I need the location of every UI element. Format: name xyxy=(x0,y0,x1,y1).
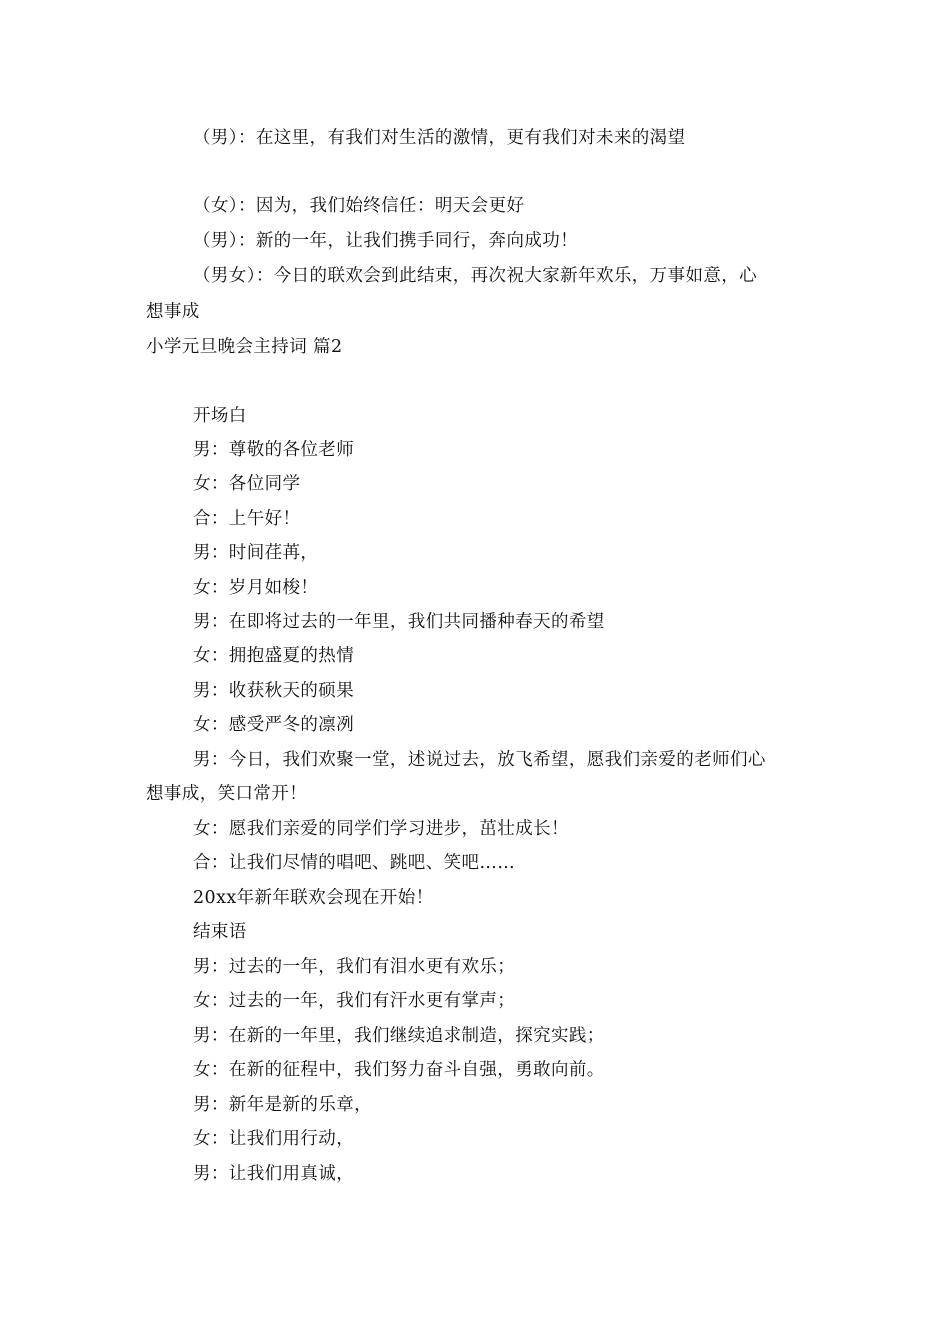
text-line: 女：感受严冬的凛冽 xyxy=(193,715,355,735)
text-line: （女）：因为，我们始终信任：明天会更好 xyxy=(193,196,525,216)
text-line: 男：过去的一年，我们有泪水更有欢乐； xyxy=(193,957,516,977)
subsection-heading: 结束语 xyxy=(193,922,247,942)
text-line: 女：在新的征程中，我们努力奋斗自强，勇敢向前。 xyxy=(193,1060,605,1080)
text-line: 男：时间荏苒， xyxy=(193,543,319,563)
text-line: 男：在新的一年里，我们继续追求制造，探究实践； xyxy=(193,1026,605,1046)
text-line: 男：在即将过去的一年里，我们共同播种春天的希望 xyxy=(193,612,605,632)
text-line: 女：各位同学 xyxy=(193,474,301,494)
text-line: （男女）：今日的联欢会到此结束，再次祝大家新年欢乐，万事如意，心 xyxy=(193,266,758,286)
text-line: 男：今日，我们欢聚一堂，述说过去，放飞希望，愿我们亲爱的老师们心 xyxy=(193,750,766,770)
text-line: 男：收获秋天的硕果 xyxy=(193,681,355,701)
text-line: 男：让我们用真诚， xyxy=(193,1164,355,1184)
text-line: 合：上午好！ xyxy=(193,509,301,529)
text-line: 男：尊敬的各位老师 xyxy=(193,440,355,460)
text-line: （男）：在这里，有我们对生活的激情，更有我们对未来的渴望 xyxy=(193,128,686,148)
section-heading: 小学元旦晚会主持词 篇2 xyxy=(146,337,343,357)
text-line: 合：让我们尽情的唱吧、跳吧、笑吧…… xyxy=(193,853,516,873)
text-line: 想事成 xyxy=(146,302,200,322)
subsection-heading: 开场白 xyxy=(193,406,247,426)
text-line: 女：愿我们亲爱的同学们学习进步，茁壮成长！ xyxy=(193,819,569,839)
text-line: 20xx年新年联欢会现在开始！ xyxy=(193,888,434,908)
text-line: 想事成，笑口常开！ xyxy=(146,784,308,804)
text-line: 女：让我们用行动， xyxy=(193,1129,355,1149)
text-line: 女：过去的一年，我们有汗水更有掌声； xyxy=(193,991,516,1011)
text-line: （男）：新的一年，让我们携手同行，奔向成功！ xyxy=(193,231,579,251)
text-line: 女：拥抱盛夏的热情 xyxy=(193,646,355,666)
text-line: 男：新年是新的乐章， xyxy=(193,1095,372,1115)
text-line: 女：岁月如梭！ xyxy=(193,578,319,598)
